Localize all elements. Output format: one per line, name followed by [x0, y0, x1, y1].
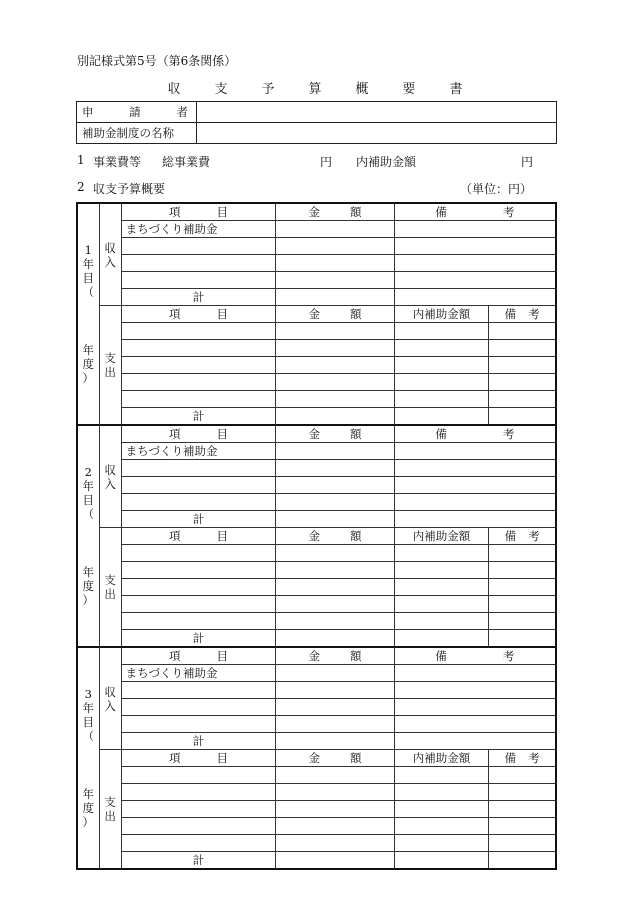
- year-char: 年: [82, 343, 95, 357]
- expense-amount-cell[interactable]: [276, 596, 394, 613]
- program-name-field[interactable]: [197, 123, 557, 144]
- expense-row: [77, 323, 556, 340]
- income-amount-cell[interactable]: [276, 682, 394, 699]
- expense-row: [77, 818, 556, 835]
- income-header-row: [77, 647, 556, 665]
- income-item-cell[interactable]: [121, 238, 276, 255]
- title-char: 要: [402, 82, 416, 97]
- header-char: 目: [216, 649, 228, 663]
- income-amount-cell[interactable]: [276, 477, 394, 494]
- year-number: 3: [84, 687, 92, 701]
- header-char: 備: [435, 205, 447, 219]
- remarks-header: [394, 647, 556, 665]
- applicant-label: [77, 102, 197, 123]
- expense-remarks-cell[interactable]: [489, 852, 556, 870]
- header-char: 備: [504, 751, 517, 765]
- income-remarks-cell[interactable]: [394, 699, 556, 716]
- year-char: 年: [82, 565, 95, 579]
- expense-amount-cell[interactable]: [276, 801, 394, 818]
- header-char: 考: [528, 751, 540, 765]
- income-amount-cell[interactable]: [276, 221, 394, 238]
- expense-subsidy-cell[interactable]: [394, 562, 488, 579]
- expense-row: [77, 630, 556, 648]
- expense-amount-cell[interactable]: [276, 562, 394, 579]
- subsidy-amount-header: 内補助金額: [394, 528, 488, 545]
- header-char: 備: [435, 649, 447, 663]
- year-char: （: [82, 729, 95, 743]
- expense-row: [77, 613, 556, 630]
- expense-remarks-cell[interactable]: [489, 801, 556, 818]
- expense-amount-cell[interactable]: [276, 391, 394, 408]
- expense-row: [77, 835, 556, 852]
- header-char: 考: [502, 649, 515, 663]
- expense-remarks-cell[interactable]: [489, 357, 556, 374]
- subsidy-amount-label: 内補助金額: [356, 155, 417, 169]
- title-char: 概: [355, 82, 369, 97]
- expense-amount-cell[interactable]: [276, 579, 394, 596]
- year-char: ）: [82, 815, 95, 829]
- income-amount-cell[interactable]: [276, 733, 394, 750]
- expense-row: [77, 596, 556, 613]
- expense-subsidy-cell[interactable]: [394, 374, 488, 391]
- expense-subsidy-cell[interactable]: [394, 801, 488, 818]
- expense-subsidy-cell[interactable]: [394, 408, 488, 426]
- expense-subsidy-cell[interactable]: [394, 340, 488, 357]
- expense-item-cell[interactable]: [121, 596, 276, 613]
- remarks-header: [394, 203, 556, 221]
- income-row: [77, 716, 556, 733]
- expense-amount-cell[interactable]: [276, 630, 394, 648]
- expense-total-label: 計: [121, 852, 276, 870]
- expense-remarks-cell[interactable]: [489, 596, 556, 613]
- document-title: [0, 78, 630, 97]
- income-remarks-cell[interactable]: [394, 494, 556, 511]
- income-item-cell[interactable]: [121, 460, 276, 477]
- header-char: 項: [168, 649, 181, 663]
- title-char: 予: [261, 82, 275, 97]
- header-char: 額: [350, 307, 362, 321]
- amount-header: [276, 528, 394, 545]
- header-char: 金: [308, 529, 321, 543]
- header-char: 考: [528, 529, 540, 543]
- expense-amount-cell[interactable]: [276, 784, 394, 801]
- header-char: 額: [350, 427, 362, 441]
- income-amount-cell[interactable]: [276, 272, 394, 289]
- expense-item-cell[interactable]: [121, 835, 276, 852]
- year-char: 年: [82, 701, 95, 715]
- total-cost-label: 総事業費: [162, 155, 211, 169]
- year-char: 目: [82, 715, 95, 729]
- income-row: [77, 665, 556, 682]
- income-amount-cell[interactable]: [276, 716, 394, 733]
- expense-item-cell[interactable]: [121, 340, 276, 357]
- income-remarks-cell[interactable]: [394, 460, 556, 477]
- expense-row: [77, 357, 556, 374]
- applicant-field[interactable]: [197, 102, 557, 123]
- expense-subsidy-cell[interactable]: [394, 784, 488, 801]
- income-item-cell[interactable]: [121, 682, 276, 699]
- income-item-cell[interactable]: まちづくり補助金: [121, 221, 276, 238]
- income-amount-cell[interactable]: [276, 238, 394, 255]
- income-row: [77, 238, 556, 255]
- item-header: [121, 203, 276, 221]
- expense-item-cell[interactable]: [121, 357, 276, 374]
- expense-item-cell[interactable]: [121, 545, 276, 562]
- income-char: 収: [104, 240, 116, 255]
- year-number: 1: [84, 243, 92, 257]
- year-char: 度: [82, 801, 95, 815]
- income-amount-cell[interactable]: [276, 443, 394, 460]
- expense-row: [77, 579, 556, 596]
- income-row: [77, 477, 556, 494]
- header-char: 金: [308, 751, 321, 765]
- income-row: [77, 255, 556, 272]
- income-total-label: 計: [121, 733, 276, 750]
- applicant-table: [76, 101, 557, 144]
- income-row: [77, 460, 556, 477]
- expense-row: [77, 801, 556, 818]
- expense-row: [77, 784, 556, 801]
- subsidy-amount-header: 内補助金額: [394, 306, 488, 323]
- expense-amount-cell[interactable]: [276, 408, 394, 426]
- amount-header: [276, 306, 394, 323]
- expense-item-cell[interactable]: [121, 767, 276, 784]
- income-item-cell[interactable]: [121, 477, 276, 494]
- year-label: [77, 203, 99, 425]
- header-char: 目: [216, 205, 228, 219]
- income-char: 入: [104, 476, 116, 491]
- income-header-row: [77, 425, 556, 443]
- income-remarks-cell[interactable]: [394, 665, 556, 682]
- income-char: 収: [104, 462, 116, 477]
- expense-remarks-cell[interactable]: [489, 767, 556, 784]
- header-char: 額: [350, 205, 362, 219]
- expense-remarks-cell[interactable]: [489, 340, 556, 357]
- expense-item-cell[interactable]: [121, 391, 276, 408]
- expense-row: [77, 408, 556, 426]
- remarks-header: [394, 425, 556, 443]
- year-char: 目: [82, 271, 95, 285]
- header-char: 項: [168, 529, 181, 543]
- expense-amount-cell[interactable]: [276, 323, 394, 340]
- expense-item-cell[interactable]: [121, 613, 276, 630]
- header-char: 項: [168, 751, 181, 765]
- header-char: 目: [216, 427, 228, 441]
- income-item-cell[interactable]: [121, 716, 276, 733]
- income-row: [77, 494, 556, 511]
- year-char: ）: [82, 371, 95, 385]
- expense-label: [99, 528, 121, 648]
- expense-amount-cell[interactable]: [276, 613, 394, 630]
- income-amount-cell[interactable]: [276, 255, 394, 272]
- year-number: 2: [84, 465, 92, 479]
- yen-unit: 円: [521, 155, 534, 169]
- section1-label: 事業費等: [93, 155, 142, 169]
- expense-char: 出: [104, 587, 116, 601]
- income-amount-cell[interactable]: [276, 494, 394, 511]
- income-remarks-cell[interactable]: [394, 511, 556, 528]
- amount-header: [276, 425, 394, 443]
- income-row: [77, 272, 556, 289]
- expense-header-row: [77, 528, 556, 545]
- expense-remarks-cell[interactable]: [489, 630, 556, 648]
- budget-table: [76, 202, 557, 870]
- expense-subsidy-cell[interactable]: [394, 391, 488, 408]
- expense-amount-cell[interactable]: [276, 852, 394, 870]
- expense-remarks-cell[interactable]: [489, 374, 556, 391]
- income-remarks-cell[interactable]: [394, 289, 556, 306]
- year-char: 年: [82, 787, 95, 801]
- expense-remarks-cell[interactable]: [489, 545, 556, 562]
- year-char: 年: [82, 257, 95, 271]
- title-char: 支: [214, 82, 228, 97]
- year-char: （: [82, 285, 95, 299]
- income-item-cell[interactable]: [121, 272, 276, 289]
- item-header: [121, 528, 276, 545]
- income-row: [77, 733, 556, 750]
- header-char: 備: [435, 427, 447, 441]
- expense-remarks-cell[interactable]: [489, 613, 556, 630]
- form-number: 別記様式第5号（第6条関係）: [77, 54, 237, 68]
- item-header: [121, 647, 276, 665]
- year-char: 度: [82, 357, 95, 371]
- subsidy-amount-header: 内補助金額: [394, 750, 488, 767]
- income-header-row: [77, 203, 556, 221]
- year-char: （: [82, 507, 95, 521]
- item-header: [121, 425, 276, 443]
- income-row: [77, 443, 556, 460]
- income-amount-cell[interactable]: [276, 460, 394, 477]
- expense-subsidy-cell[interactable]: [394, 579, 488, 596]
- header-char: 金: [308, 427, 321, 441]
- income-row: [77, 511, 556, 528]
- income-remarks-cell[interactable]: [394, 733, 556, 750]
- income-char: 入: [104, 254, 116, 269]
- header-char: 金: [308, 205, 321, 219]
- income-remarks-cell[interactable]: [394, 716, 556, 733]
- header-char: 考: [502, 427, 515, 441]
- header-char: 項: [168, 427, 181, 441]
- income-item-cell[interactable]: まちづくり補助金: [121, 665, 276, 682]
- expense-row: [77, 767, 556, 784]
- expense-item-cell[interactable]: [121, 374, 276, 391]
- header-char: 備: [504, 529, 517, 543]
- header-char: 考: [502, 205, 515, 219]
- income-amount-cell[interactable]: [276, 511, 394, 528]
- year-char: ）: [82, 593, 95, 607]
- header-char: 額: [350, 529, 362, 543]
- income-remarks-cell[interactable]: [394, 221, 556, 238]
- expense-subsidy-cell[interactable]: [394, 596, 488, 613]
- income-row: [77, 289, 556, 306]
- income-total-label: 計: [121, 511, 276, 528]
- expense-subsidy-cell[interactable]: [394, 323, 488, 340]
- expense-subsidy-cell[interactable]: [394, 630, 488, 648]
- expense-char: 出: [104, 809, 116, 823]
- amount-header: [276, 750, 394, 767]
- income-item-cell[interactable]: [121, 255, 276, 272]
- expense-remarks-cell[interactable]: [489, 408, 556, 426]
- expense-header-row: [77, 750, 556, 767]
- remarks-header: [489, 306, 556, 323]
- expense-row: [77, 374, 556, 391]
- income-item-cell[interactable]: [121, 494, 276, 511]
- header-char: 目: [216, 307, 228, 321]
- expense-row: [77, 340, 556, 357]
- unit-label: （単位：円）: [459, 182, 532, 196]
- income-amount-cell[interactable]: [276, 665, 394, 682]
- remarks-header: [489, 528, 556, 545]
- header-char: 金: [308, 649, 321, 663]
- income-remarks-cell[interactable]: [394, 477, 556, 494]
- expense-char: 出: [104, 365, 116, 379]
- expense-remarks-cell[interactable]: [489, 784, 556, 801]
- income-remarks-cell[interactable]: [394, 443, 556, 460]
- amount-header: [276, 203, 394, 221]
- expense-remarks-cell[interactable]: [489, 323, 556, 340]
- expense-char: 支: [104, 573, 116, 587]
- expense-char: 支: [104, 795, 116, 809]
- item-header: [121, 306, 276, 323]
- year-label: [77, 425, 99, 647]
- expense-item-cell[interactable]: [121, 784, 276, 801]
- expense-subsidy-cell[interactable]: [394, 545, 488, 562]
- item-header: [121, 750, 276, 767]
- expense-amount-cell[interactable]: [276, 767, 394, 784]
- header-char: 目: [216, 751, 228, 765]
- label-char: 申: [82, 105, 94, 119]
- title-char: 書: [449, 82, 463, 97]
- header-char: 備: [504, 307, 517, 321]
- expense-item-cell[interactable]: [121, 801, 276, 818]
- expense-amount-cell[interactable]: [276, 818, 394, 835]
- title-char: 収: [167, 82, 181, 97]
- income-label: [99, 203, 121, 306]
- expense-subsidy-cell[interactable]: [394, 613, 488, 630]
- expense-amount-cell[interactable]: [276, 545, 394, 562]
- expense-amount-cell[interactable]: [276, 374, 394, 391]
- header-char: 金: [308, 307, 321, 321]
- income-row: [77, 682, 556, 699]
- expense-row: [77, 545, 556, 562]
- expense-item-cell[interactable]: [121, 323, 276, 340]
- amount-header: [276, 647, 394, 665]
- expense-item-cell[interactable]: [121, 562, 276, 579]
- income-label: [99, 425, 121, 528]
- expense-remarks-cell[interactable]: [489, 835, 556, 852]
- expense-amount-cell[interactable]: [276, 340, 394, 357]
- header-char: 項: [168, 307, 181, 321]
- expense-row: [77, 852, 556, 870]
- income-amount-cell[interactable]: [276, 699, 394, 716]
- expense-amount-cell[interactable]: [276, 357, 394, 374]
- expense-label: [99, 750, 121, 870]
- section1-number: 1: [77, 153, 85, 167]
- expense-total-label: 計: [121, 630, 276, 648]
- income-amount-cell[interactable]: [276, 289, 394, 306]
- expense-remarks-cell[interactable]: [489, 391, 556, 408]
- expense-row: [77, 391, 556, 408]
- applicant-row: [77, 102, 557, 123]
- title-char: 算: [308, 82, 322, 97]
- year-char: 年: [82, 479, 95, 493]
- expense-amount-cell[interactable]: [276, 835, 394, 852]
- income-char: 収: [104, 684, 116, 699]
- expense-subsidy-cell[interactable]: [394, 357, 488, 374]
- income-char: 入: [104, 698, 116, 713]
- header-char: 額: [350, 751, 362, 765]
- year-char: 目: [82, 493, 95, 507]
- expense-subsidy-cell[interactable]: [394, 767, 488, 784]
- expense-char: 支: [104, 351, 116, 365]
- expense-row: [77, 562, 556, 579]
- expense-remarks-cell[interactable]: [489, 818, 556, 835]
- income-label: [99, 647, 121, 750]
- income-item-cell[interactable]: まちづくり補助金: [121, 443, 276, 460]
- year-char: 度: [82, 579, 95, 593]
- expense-remarks-cell[interactable]: [489, 562, 556, 579]
- expense-subsidy-cell[interactable]: [394, 852, 488, 870]
- expense-total-label: 計: [121, 408, 276, 426]
- header-char: 項: [168, 205, 181, 219]
- income-remarks-cell[interactable]: [394, 238, 556, 255]
- header-char: 目: [216, 529, 228, 543]
- label-char: 者: [176, 105, 188, 119]
- expense-item-cell[interactable]: [121, 818, 276, 835]
- income-item-cell[interactable]: [121, 699, 276, 716]
- income-row: [77, 221, 556, 238]
- income-total-label: 計: [121, 289, 276, 306]
- label-char: 請: [129, 105, 141, 119]
- expense-remarks-cell[interactable]: [489, 579, 556, 596]
- program-row: [77, 123, 557, 144]
- yen-unit: 円: [320, 155, 333, 169]
- remarks-header: [489, 750, 556, 767]
- expense-subsidy-cell[interactable]: [394, 818, 488, 835]
- header-char: 考: [528, 307, 540, 321]
- income-remarks-cell[interactable]: [394, 255, 556, 272]
- year-label: [77, 647, 99, 869]
- program-name-label: 補助金制度の名称: [77, 123, 197, 144]
- income-remarks-cell[interactable]: [394, 272, 556, 289]
- income-remarks-cell[interactable]: [394, 682, 556, 699]
- expense-label: [99, 306, 121, 426]
- section2-number: 2: [77, 180, 85, 194]
- section2-label: 収支予算概要: [93, 182, 166, 196]
- expense-header-row: [77, 306, 556, 323]
- expense-item-cell[interactable]: [121, 579, 276, 596]
- header-char: 額: [350, 649, 362, 663]
- income-row: [77, 699, 556, 716]
- expense-subsidy-cell[interactable]: [394, 835, 488, 852]
